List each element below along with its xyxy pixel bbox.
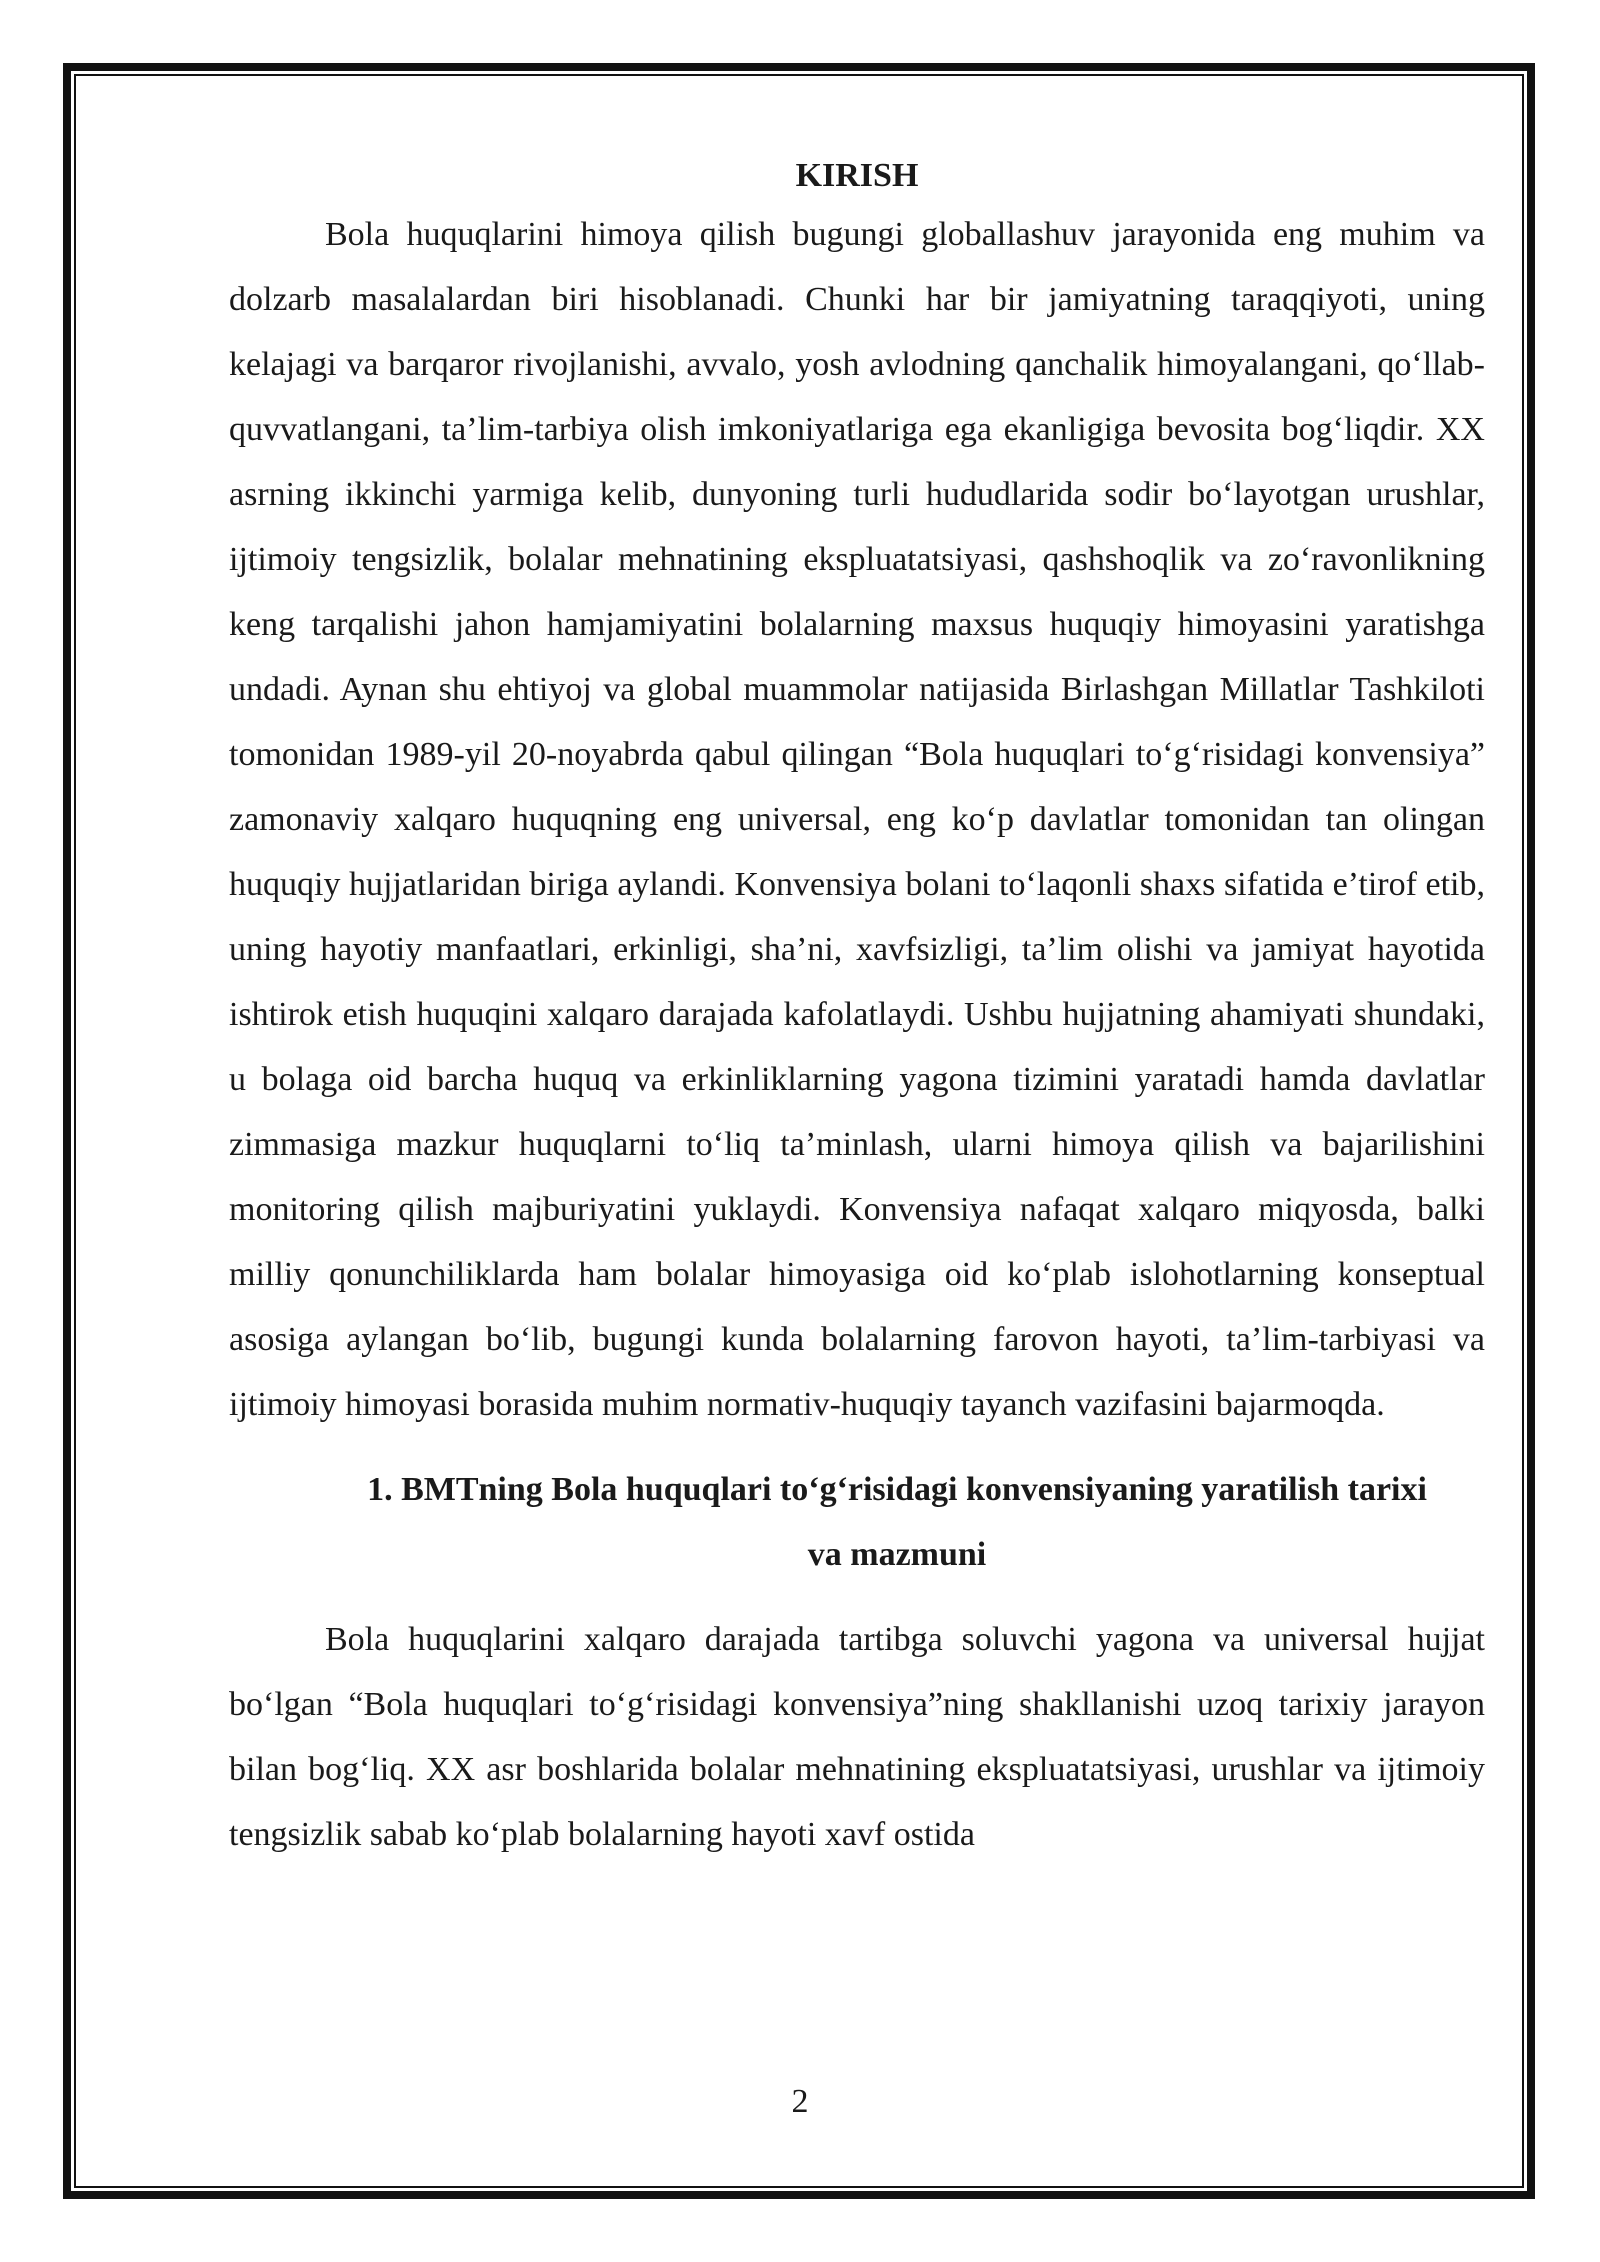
page-title: KIRISH xyxy=(795,157,919,194)
intro-paragraph: Bola huquqlarini himoya qilish bugungi globallashuv jarayonida eng muhim va dolzarb masalalardan biri hisoblanadi. Chunki har bir jamiyatning taraqqiyoti, uning kelajagi va barqaror rivojlanishi, avvalo, yosh avlodning qanchalik himoyalangani, qo‘llab-quvvatlangani, ta’lim-tarbiya olish imkoniyatlariga ega ekanligiga bevosita bog‘liqdir. XX asrning ikkinchi yarmiga kelib, dunyoning turli hududlarida sodir bo‘layotgan urushlar, ijtimoiy tengsizlik, bolalar mehnatining ekspluatatsiyasi, qashshoqlik va zo‘ravonlikning keng tarqalishi jahon hamjamiyatini bolalarning maxsus huquqiy himoyasini yaratishga undadi. Aynan shu ehtiyoj va global muammolar natijasida Birlashgan Millatlar Tashkiloti tomonidan 1989-yil 20-noyabrda qabul qilingan “Bola huquqlari to‘g‘risidagi konvensiya” zamonaviy xalqaro huquqning eng universal, eng ko‘p davlatlar tomonidan tan olingan huquqiy hujjatlaridan biriga aylandi. Konvensiya bolani to‘laqonli shaxs sifatida e’tirof etib, uning hayotiy manfaatlari, erkinligi, sha’ni, xavfsizligi, ta’lim olishi va jamiyat hayotida ishtirok etish huquqini xalqaro darajada kafolatlaydi. Ushbu hujjatning ahamiyati shundaki, u bolaga oid barcha huquq va erkinliklarning yagona tizimini yaratadi hamda davlatlar zimmasiga mazkur huquqlarni to‘liq ta’minlash, ularni himoya qilish va bajarilishini monitoring qilish majburiyatini yuklaydi. Konvensiya nafaqat xalqaro miqyosda, balki milliy qonunchiliklarda ham bolalar himoyasiga oid ko‘plab islohotlarning konseptual asosiga aylangan bo‘lib, bugungi kunda bolalarning farovon hayoti, ta’lim-tarbiyasi va ijtimoiy himoyasi borasida muhim normativ-huquqiy tayanch vazifasini bajarmoqda. xyxy=(229,216,1485,1423)
section-paragraph: Bola huquqlarini xalqaro darajada tartibga soluvchi yagona va universal hujjat bo‘lgan “Bola huquqlari to‘g‘risidagi konvensiya”ning shakllanishi uzoq tarixiy jarayon bilan bog‘liq. XX asr boshlarida bolalar mehnatining ekspluatatsiyasi, urushlar va ijtimoiy tengsizlik sabab ko‘plab bolalarning hayoti xavf ostida xyxy=(229,1621,1485,1853)
section-heading: 1. BMTning Bola huquqlari to‘g‘risidagi konvensiyaning yaratilish tarixi va mazmuni xyxy=(367,1471,1427,1573)
page-content xyxy=(229,150,1485,1867)
page-number: 2 xyxy=(791,2083,809,2120)
